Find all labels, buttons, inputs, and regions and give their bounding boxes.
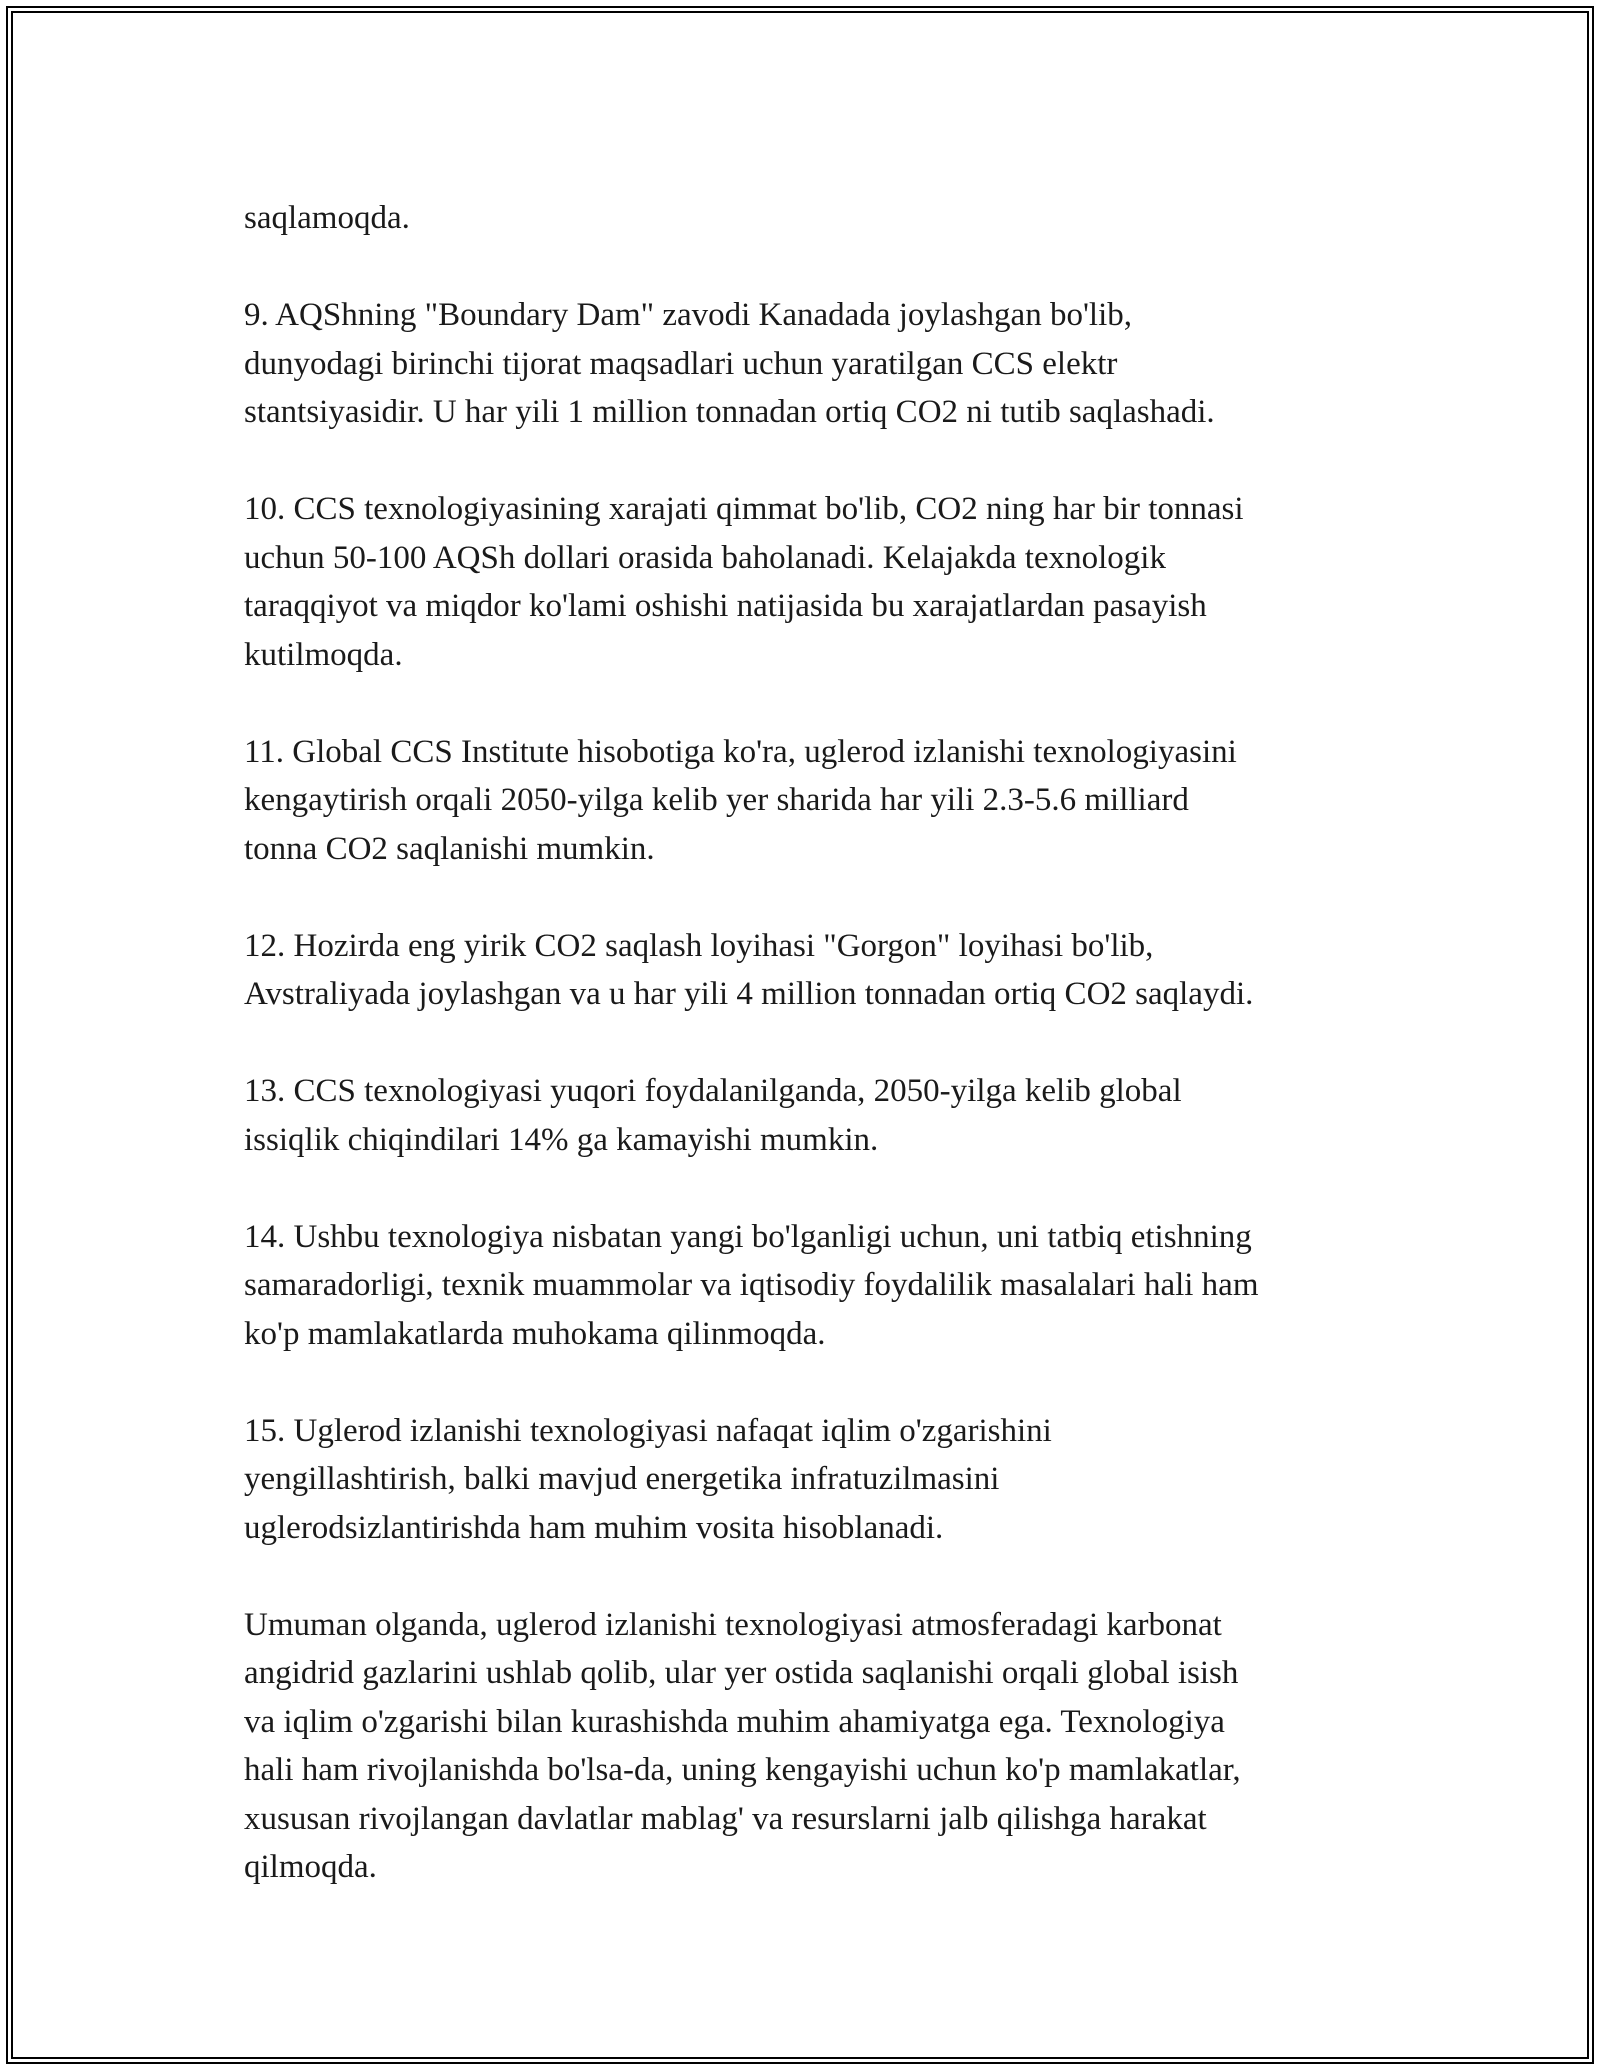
paragraph-item-11: 11. Global CCS Institute hisobotiga ko'ra, uglerod izlanishi texnologiyasini kengaytirish orqali 2050-yilga kelib yer sharida har yili 2.3-5.6 milliard tonna CO2 saqlanishi mumkin. [244, 733, 1237, 867]
paragraph-item-13: 13. CCS texnologiyasi yuqori foydalanilganda, 2050-yilga kelib global issiqlik chiqindilari 14% ga kamayishi mumkin. [244, 1073, 1182, 1158]
paragraph-item-12: 12. Hozirda eng yirik CO2 saqlash loyihasi "Gorgon" loyihasi bo'lib, Avstraliyada joylashgan va u har yili 4 million tonnadan ortiq CO2 saqlaydi. [244, 927, 1254, 1012]
paragraph-item-10: 10. CCS texnologiyasining xarajati qimmat bo'lib, CO2 ning har bir tonnasi uchun 50-100 AQSh dollari orasida baholanadi. Kelajakda texnologik taraqqiyot va miqdor ko'lami oshishi natijasida bu xarajatlardan pasayish kutilmoqda. [244, 491, 1244, 673]
paragraph-conclusion: Umuman olganda, uglerod izlanishi texnologiyasi atmosferadagi karbonat angidrid gazlarini ushlab qolib, ular yer ostida saqlanishi orqali global isish va iqlim o'zgarishi bilan kurashishda muhim ahamiyatga ega. Texnologiya hali ham rivojlanishda bo'lsa-da, uning kengayishi uchun ko'p mamlakatlar, xususan rivojlangan davlatlar mablag' va resurslarni jalb qilishga harakat qilmoqda. [244, 1606, 1241, 1885]
page-frame [6, 6, 1594, 2064]
paragraph-item-14: 14. Ushbu texnologiya nisbatan yangi bo'lganligi uchun, uni tatbiq etishning samaradorligi, texnik muammolar va iqtisodiy foydalilik masalalari hali ham ko'p mamlakatlarda muhokama qilinmoqda. [244, 1218, 1259, 1352]
document-body [244, 194, 1384, 1892]
paragraph-item-15: 15. Uglerod izlanishi texnologiyasi nafaqat iqlim o'zgarishini yengillashtirish, balki mavjud energetika infratuzilmasini uglerodsizlantirishda ham muhim vosita hisoblanadi. [244, 1412, 1052, 1546]
paragraph-continuation: saqlamoqda. [244, 200, 410, 236]
paragraph-item-9: 9. AQShning "Boundary Dam" zavodi Kanadada joylashgan bo'lib, dunyodagi birinchi tijorat maqsadlari uchun yaratilgan CCS elektr stantsiyasidir. U har yili 1 million tonnadan ortiq CO2 ni tutib saqlashadi. [244, 297, 1215, 430]
